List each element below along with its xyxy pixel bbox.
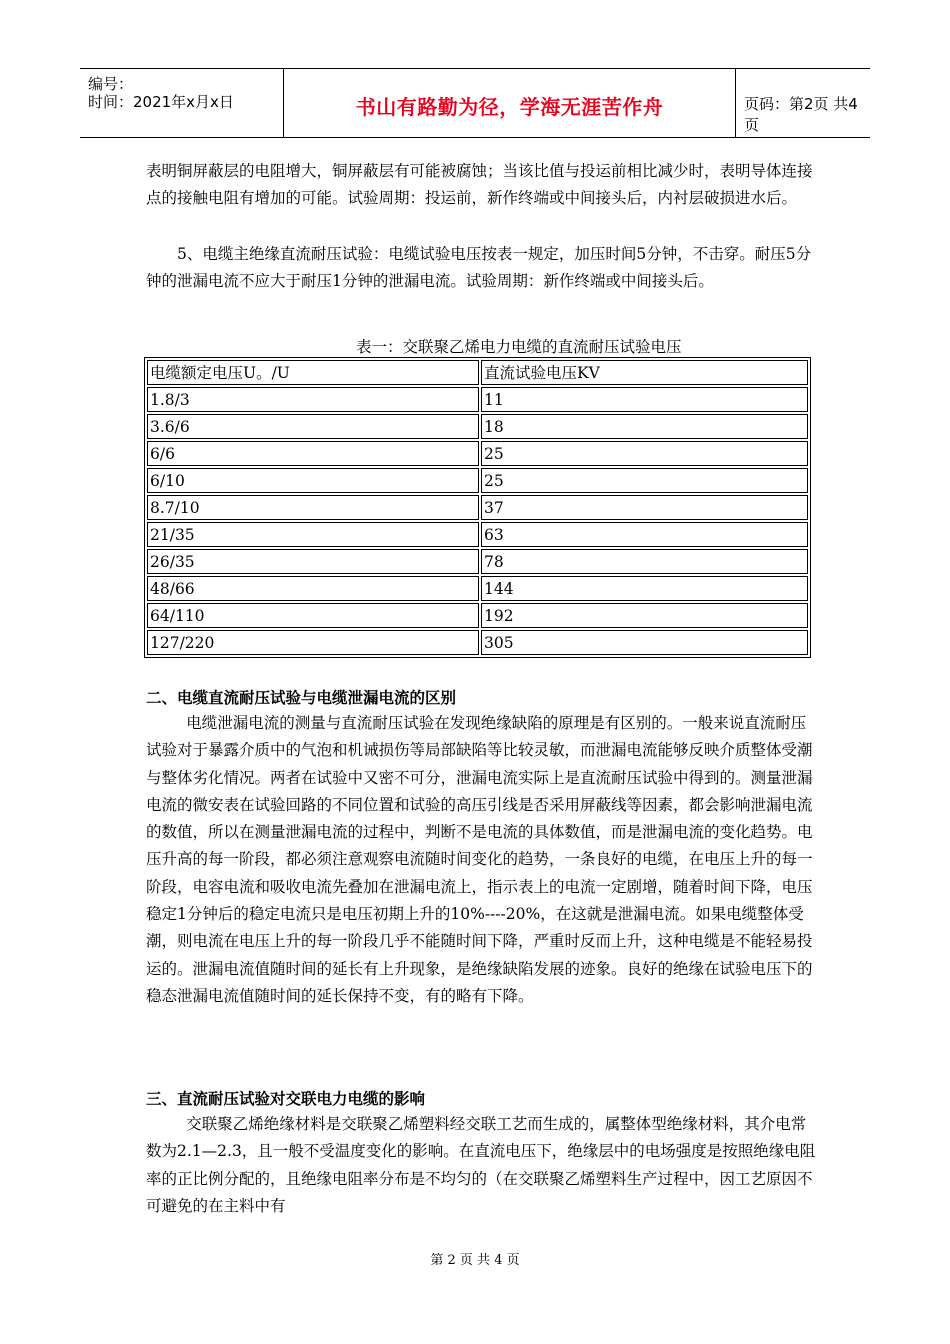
test-voltage-cell: 18 <box>481 414 808 439</box>
rated-voltage-cell: 1.8/3 <box>147 387 479 412</box>
rated-voltage-cell: 48/66 <box>147 576 479 601</box>
rated-voltage-cell: 127/220 <box>147 630 479 655</box>
header-page-cell <box>736 69 870 137</box>
header-meta-cell <box>80 69 284 137</box>
rated-voltage-cell: 26/35 <box>147 549 479 574</box>
section-heading-3: 三、直流耐压试验对交联电力电缆的影响 <box>146 1089 426 1108</box>
test-voltage-cell: 144 <box>481 576 808 601</box>
doc-number-label: 编号： <box>88 75 134 93</box>
test-voltage-cell: 305 <box>481 630 808 655</box>
table-row <box>147 414 808 439</box>
voltage-table <box>144 357 811 658</box>
test-voltage-cell: 78 <box>481 549 808 574</box>
table-header-cell: 直流试验电压KV <box>481 360 808 385</box>
header-page-number: 页码：第2页 共4页 <box>744 95 858 134</box>
table-row <box>147 549 808 574</box>
table-header-cell: 电缆额定电压U。/U <box>147 360 479 385</box>
page-header <box>80 68 870 138</box>
table-row <box>147 522 808 547</box>
table-row <box>147 495 808 520</box>
test-voltage-cell: 63 <box>481 522 808 547</box>
section-heading-2: 二、电缆直流耐压试验与电缆泄漏电流的区别 <box>146 688 457 707</box>
table-row <box>147 576 808 601</box>
paragraph-dc-withstand: 5、电缆主绝缘直流耐压试验：电缆试验电压按表一规定，加压时间5分钟，不击穿。耐压5分钟的泄漏电流不应大于耐压1分钟的泄漏电流。试验周期：新作终端或中间接头后。 <box>146 245 812 291</box>
page-footer: 第 2 页 共 4 页 <box>430 1253 520 1268</box>
table-caption: 表一：交联聚乙烯电力电缆的直流耐压试验电压 <box>356 338 682 356</box>
rated-voltage-cell: 6/10 <box>147 468 479 493</box>
test-voltage-cell: 37 <box>481 495 808 520</box>
paragraph-leakage: 电缆泄漏电流的测量与直流耐压试验在发现绝缘缺陷的原理是有区别的。一般来说直流耐压试验对于暴露介质中的气泡和机诫损伤等局部缺陷等比较灵敏，而泄漏电流能够反映介质整体受潮与整体劣化情况。两者在试验中又密不可分，泄漏电流实际上是直流耐压试验中得到的。测量泄漏电流的微安表在试验回路的不同位置和试验的高压引线是否采用屏蔽线等因素，都会影响泄漏电流的数值，所以在测量泄漏电流的过程中，判断不是电流的具体数值，而是泄漏电流的变化趋势。电压升高的每一阶段，都必须注意观察电流随时间变化的趋势，一条良好的电缆，在电压上升的每一阶段，电容电流和吸收电流先叠加在泄漏电流上，指示表上的电流一定剧增，随着时间下降，电压稳定1分钟后的稳定电流只是电压初期上升的10%----20%，在这就是泄漏电流。如果电缆整体受潮，则电流在电压上升的每一阶段几乎不能随时间下降，严重时反而上升，这种电缆是不能轻易投运的。泄漏电流值随时间的延长有上升现象，是绝缘缺陷发展的迹象。良好的绝缘在试验电压下的稳态泄漏电流值随时间的延长保持不变，有的略有下降。 <box>146 714 813 1005</box>
table-row <box>147 387 808 412</box>
table-row <box>147 630 808 655</box>
paragraph-xlpe: 交联聚乙烯绝缘材料是交联聚乙烯塑料经交联工艺而生成的，属整体型绝缘材料，其介电常数为2.1—2.3，且一般不受温度变化的影响。在直流电压下，绝缘层中的电场强度是按照绝缘电阻率的正比例分配的，且绝缘电阻率分布是不均匀的（在交联聚乙烯塑料生产过程中，因工艺原因不可避免的在主料中有 <box>146 1115 816 1215</box>
table-row <box>147 603 808 628</box>
doc-date-label: 时间：2021年x月x日 <box>88 93 234 111</box>
test-voltage-cell: 11 <box>481 387 808 412</box>
test-voltage-cell: 25 <box>481 468 808 493</box>
rated-voltage-cell: 21/35 <box>147 522 479 547</box>
header-motto: 书山有路勤为径，学海无涯苦作舟 <box>355 95 664 119</box>
rated-voltage-cell: 6/6 <box>147 441 479 466</box>
table-row <box>147 441 808 466</box>
paragraph-shield-ratio: 表明铜屏蔽层的电阻增大，铜屏蔽层有可能被腐蚀；当该比值与投运前相比减少时，表明导体连接点的接触电阻有增加的可能。试验周期：投运前，新作终端或中间接头后，内衬层破损进水后。 <box>146 162 813 208</box>
test-voltage-cell: 25 <box>481 441 808 466</box>
rated-voltage-cell: 64/110 <box>147 603 479 628</box>
table-row <box>147 468 808 493</box>
table-header-row <box>147 360 808 385</box>
test-voltage-cell: 192 <box>481 603 808 628</box>
header-motto-cell <box>284 69 736 137</box>
rated-voltage-cell: 3.6/6 <box>147 414 479 439</box>
rated-voltage-cell: 8.7/10 <box>147 495 479 520</box>
